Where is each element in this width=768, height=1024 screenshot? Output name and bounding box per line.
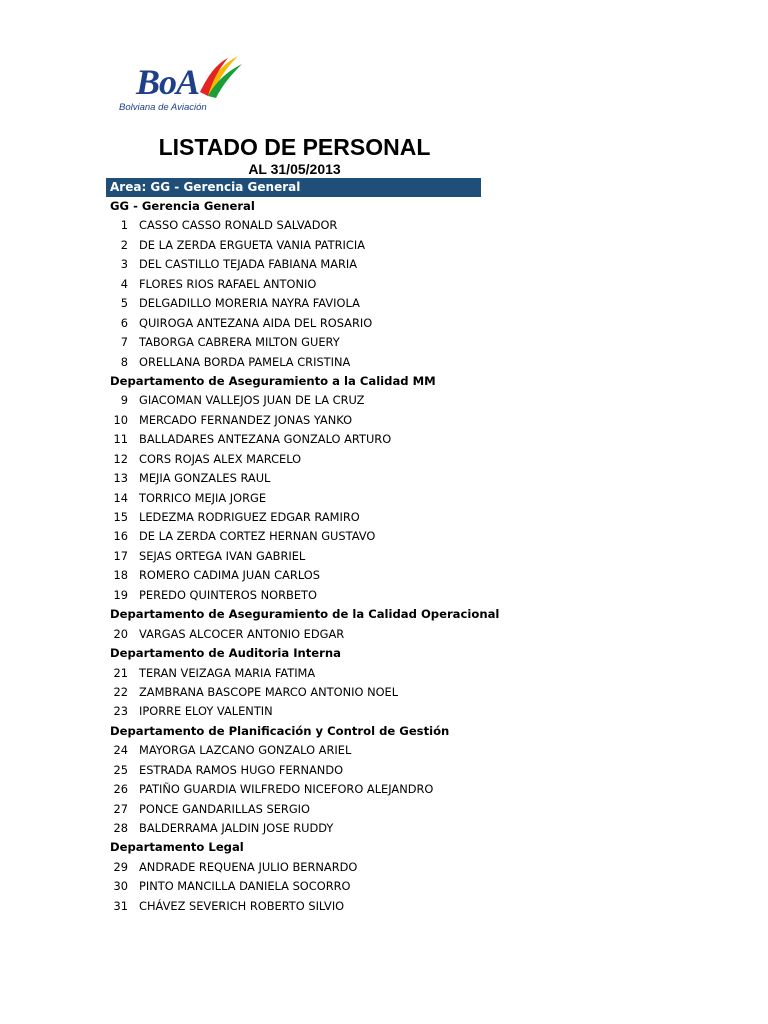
department-heading: Departamento de Auditoria Interna [110, 646, 341, 661]
person-name: BALLADARES ANTEZANA GONZALO ARTURO [139, 432, 392, 447]
department-heading: Departamento de Planificación y Control de Gestión [110, 723, 450, 738]
person-number: 16 [113, 529, 128, 544]
person-name: ESTRADA RAMOS HUGO FERNANDO [139, 762, 344, 777]
person-name: IPORRE ELOY VALENTIN [139, 704, 273, 719]
person-name: CORS ROJAS ALEX MARCELO [139, 451, 302, 466]
person-row [106, 275, 506, 294]
person-number: 13 [113, 471, 128, 486]
person-number: 15 [113, 510, 128, 524]
person-number: 21 [113, 665, 128, 680]
person-name: SEJAS ORTEGA IVAN GABRIEL [139, 548, 306, 563]
person-name: TABORGA CABRERA MILTON GUERY [139, 335, 340, 350]
person-name: DELGADILLO MORERIA NAYRA FAVIOLA [139, 296, 360, 311]
person-name: DE LA ZERDA CORTEZ HERNAN GUSTAVO [139, 529, 376, 544]
person-number: 24 [113, 743, 128, 758]
person-row [106, 877, 506, 896]
person-number: 28 [113, 821, 128, 835]
person-number: 10 [113, 412, 128, 427]
person-name: PEREDO QUINTEROS NORBETO [139, 587, 317, 602]
person-row [106, 702, 506, 721]
person-number: 12 [113, 451, 128, 466]
person-row [106, 469, 506, 488]
person-name: MEJIA GONZALES RAUL [139, 471, 271, 486]
personnel-list [106, 197, 506, 916]
person-name: ZAMBRANA BASCOPE MARCO ANTONIO NOEL [139, 684, 399, 699]
person-number: 11 [113, 432, 128, 447]
person-name: ORELLANA BORDA PAMELA CRISTINA [139, 354, 351, 369]
page-subtitle: AL 31/05/2013 [248, 161, 341, 177]
person-name: BALDERRAMA JALDIN JOSE RUDDY [139, 821, 334, 835]
person-number: 8 [120, 354, 128, 369]
person-name: GIACOMAN VALLEJOS JUAN DE LA CRUZ [139, 393, 365, 408]
person-row [106, 761, 506, 780]
person-number: 14 [113, 490, 128, 505]
person-name: TERAN VEIZAGA MARIA FATIMA [139, 665, 316, 680]
person-name: MERCADO FERNANDEZ JONAS YANKO [139, 412, 353, 427]
person-number: 26 [113, 782, 128, 797]
person-name: MAYORGA LAZCANO GONZALO ARIEL [139, 743, 352, 758]
logo-tagline: Bolviana de Aviación [119, 102, 207, 113]
person-row [106, 527, 506, 546]
person-name: DEL CASTILLO TEJADA FABIANA MARIA [139, 257, 358, 272]
person-row [106, 255, 506, 274]
person-name: PATIÑO GUARDIA WILFREDO NICEFORO ALEJANDRO [139, 782, 434, 797]
person-number: 29 [113, 859, 128, 874]
person-row [106, 625, 506, 644]
person-row [106, 314, 506, 333]
person-row [106, 411, 506, 430]
person-number: 5 [120, 296, 128, 311]
person-name: ANDRADE REQUENA JULIO BERNARDO [139, 859, 358, 874]
person-row [106, 450, 506, 469]
logo-wordmark: BoA [136, 62, 200, 102]
person-number: 30 [113, 879, 128, 894]
person-row [106, 819, 506, 838]
area-header: Area: GG - Gerencia General [106, 178, 481, 197]
person-number: 6 [120, 315, 128, 330]
department-heading: Departamento de Aseguramiento de la Calidad Operacional [110, 607, 500, 622]
person-row [106, 741, 506, 760]
person-row [106, 780, 506, 799]
person-row [106, 800, 506, 819]
department-heading: Departamento de Aseguramiento a la Calidad MM [110, 373, 436, 388]
person-number: 3 [120, 257, 128, 272]
person-row [106, 547, 506, 566]
person-row [106, 566, 506, 585]
person-number: 31 [113, 898, 128, 913]
person-name: TORRICO MEJIA JORGE [139, 490, 267, 505]
person-row [106, 897, 506, 916]
person-name: ROMERO CADIMA JUAN CARLOS [139, 568, 320, 583]
person-row [106, 683, 506, 702]
person-number: 19 [113, 587, 128, 602]
person-number: 9 [120, 393, 128, 408]
person-number: 18 [113, 568, 128, 583]
person-name: VARGAS ALCOCER ANTONIO EDGAR [139, 626, 345, 641]
person-name: DE LA ZERDA ERGUETA VANIA PATRICIA [139, 237, 365, 252]
person-name: CHÁVEZ SEVERICH ROBERTO SILVIO [139, 898, 345, 913]
person-number: 4 [120, 276, 128, 291]
department-heading: Departamento Legal [110, 840, 244, 855]
person-row [106, 664, 506, 683]
person-row [106, 333, 506, 352]
page-title: LISTADO DE PERSONAL [158, 134, 431, 160]
person-name: PINTO MANCILLA DANIELA SOCORRO [139, 879, 351, 894]
person-row [106, 430, 506, 449]
person-row [106, 858, 506, 877]
person-row [106, 236, 506, 255]
person-row [106, 216, 506, 235]
person-row [106, 294, 506, 313]
person-name: CASSO CASSO RONALD SALVADOR [139, 218, 338, 233]
person-name: LEDEZMA RODRIGUEZ EDGAR RAMIRO [139, 510, 360, 524]
person-row [106, 586, 506, 605]
person-row [106, 508, 506, 527]
person-name: PONCE GANDARILLAS SERGIO [139, 801, 310, 816]
person-number: 27 [113, 801, 128, 816]
person-row [106, 489, 506, 508]
person-number: 23 [113, 704, 128, 719]
person-number: 25 [113, 762, 128, 777]
person-name: FLORES RIOS RAFAEL ANTONIO [139, 276, 317, 291]
person-number: 17 [113, 548, 128, 563]
person-name: QUIROGA ANTEZANA AIDA DEL ROSARIO [139, 315, 373, 330]
person-number: 7 [120, 335, 128, 350]
person-number: 20 [113, 626, 128, 641]
person-number: 2 [120, 237, 128, 252]
boa-logo [116, 52, 246, 118]
person-row [106, 353, 506, 372]
department-heading: GG - Gerencia General [110, 199, 255, 213]
person-number: 1 [120, 218, 128, 233]
person-row [106, 391, 506, 410]
person-number: 22 [113, 684, 128, 699]
